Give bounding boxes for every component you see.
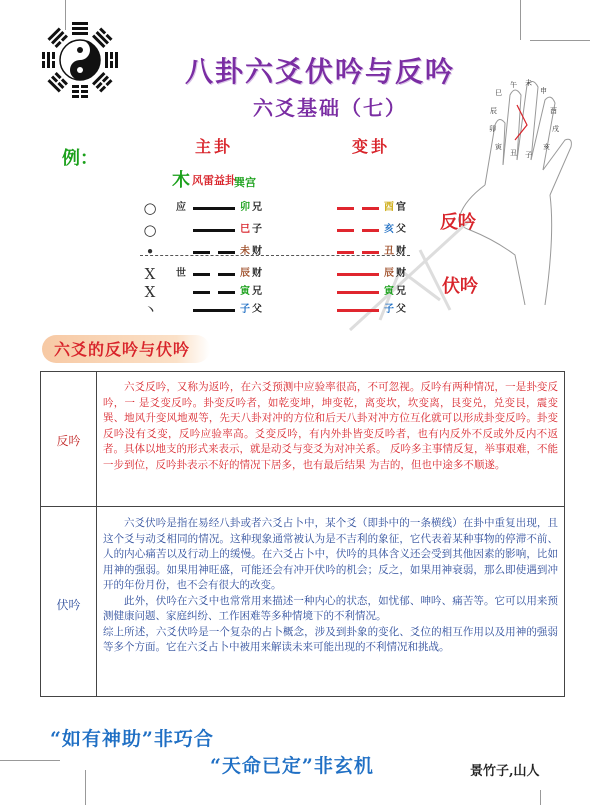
changed-relation: 父 (396, 224, 406, 235)
main-yao-line (193, 229, 235, 232)
row-label-fanyin: 反吟 (56, 434, 81, 448)
svg-text:卯: 卯 (489, 125, 496, 133)
svg-text:丑: 丑 (510, 149, 517, 157)
changed-yao-line (337, 309, 379, 312)
change-marker: 丶 (143, 301, 159, 319)
page-title: 八卦六爻伏吟与反吟 (184, 55, 455, 88)
changed-relation: 父 (396, 304, 406, 315)
main-branch: 辰 (240, 268, 250, 279)
svg-text:辰: 辰 (490, 107, 497, 115)
changed-relation: 兄 (396, 286, 406, 297)
changed-branch: 辰 (384, 268, 394, 279)
svg-text:寅: 寅 (495, 143, 502, 151)
changed-branch: 寅 (384, 286, 394, 297)
changed-yao-line (362, 251, 379, 254)
yao-line-row (0, 197, 600, 219)
gua-name: 风雷益卦 (192, 174, 236, 187)
yao-line-row (0, 299, 600, 321)
main-yao-line (193, 251, 210, 254)
changed-branch: 亥 (384, 224, 394, 235)
svg-text:申: 申 (540, 87, 547, 95)
change-marker: ○ (143, 221, 157, 239)
main-relation: 子 (252, 224, 262, 235)
svg-text:巳: 巳 (495, 89, 502, 97)
main-relation: 兄 (252, 202, 262, 213)
fuyin-text (103, 516, 558, 656)
main-branch: 寅 (240, 286, 250, 297)
yao-line-row (0, 241, 600, 263)
main-relation: 父 (252, 304, 262, 315)
changed-yao-line (337, 273, 379, 276)
fuyin-paragraph: 六爻伏吟是指在易经八卦或者六爻占卜中，某个爻（即卦中的一条横线）在卦中重复出现，且这个爻与动爻相同的情况。这种现象通常被认为是不吉利的象征，它代表着某种事物的停滞不前、人的内心痛苦以及行动上的缓慢。在六爻占卜中，伏吟的具体含义还会受到其他因素的影响，比如用神的强弱。如果用神旺盛，可能还会有冲开伏吟的机会；反之，如果用神衰弱，那么即使遇到冲开的年份月份，也不会有很大的改变。 (103, 517, 558, 591)
svg-text:亥: 亥 (543, 143, 550, 151)
main-yao-line (193, 273, 210, 276)
changed-yao-line (337, 207, 354, 210)
table-divider (41, 506, 564, 507)
changed-relation: 官 (396, 202, 406, 213)
row-label-fuyin: 伏吟 (56, 598, 81, 612)
page-subtitle: 六爻基础（七） (253, 96, 407, 120)
main-branch: 子 (240, 304, 250, 315)
change-marker: X (144, 283, 156, 301)
changed-relation: 财 (396, 268, 406, 279)
fanyin-label: 反吟 (440, 212, 476, 233)
main-yao-line (218, 251, 235, 254)
shiying-label: 世 (176, 268, 186, 279)
section-title: 六爻的反吟与伏吟 (54, 340, 191, 359)
yao-line-row (0, 219, 600, 241)
main-yao-line (193, 309, 235, 312)
changed-yao-line (362, 207, 379, 210)
main-yao-line (193, 207, 235, 210)
crop-mark (520, 0, 521, 40)
main-branch: 未 (240, 246, 250, 257)
changed-gua-heading: 变卦 (352, 137, 391, 156)
change-marker: • (145, 243, 155, 261)
changed-branch: 子 (384, 304, 394, 315)
fuyin-paragraph: 综上所述，六爻伏吟是一个复杂的占卜概念，涉及到卦象的变化、爻位的相互作用以及用神的强弱等多个方面。它在六爻占卜中被用来解读未来可能出现的不利情况和挑战。 (103, 625, 558, 653)
changed-yao-line (362, 229, 379, 232)
main-branch: 卯 (240, 202, 250, 213)
changed-yao-line (337, 251, 354, 254)
table-divider (96, 372, 97, 696)
fuyin-paragraph: 此外，伏吟在六爻中也常常用来描述一种内心的状态，如忧郁、呻吟、痛苦等。它可以用来预测健康问题、家庭纠纷、工作困难等多种情境下的不利情况。 (103, 594, 558, 622)
changed-yao-line (337, 291, 379, 294)
main-yao-line (193, 291, 210, 294)
element-label: 木 (172, 170, 190, 191)
svg-text:未: 未 (525, 79, 532, 87)
changed-relation: 财 (396, 246, 406, 257)
svg-text:午: 午 (510, 81, 517, 89)
main-yao-line (218, 291, 235, 294)
main-relation: 财 (252, 268, 262, 279)
fanyin-text: 六爻反吟，又称为返吟，在六爻预测中应验率很高，不可忽视。反吟有两种情况，一是卦变反吟，一 是爻变反吟。卦变反吟者，如乾变坤，坤变乾，离变坎，坎变离，艮变兑，兑变艮，震变巽、地风升变风地观等，先天八卦对冲的方位和后天八卦对冲方位互化就可以形成卦变反吟。卦变反吟没有爻变，反吟应验率高。爻变反吟，有内外卦皆变反吟者，也有内反外不反或外反内不返者。具体以地支的形式来表示，就是动爻与变爻为对冲关系。 反吟多主事情反复，举事艰难，不能一步到位，反吟卦表示不好的情况下居多，也有最后结果 为吉的，但也中途多不顺遂。 (103, 381, 558, 471)
divider (140, 255, 410, 256)
slogan: “天命已定”非玄机 (210, 755, 374, 777)
main-relation: 财 (252, 246, 262, 257)
main-branch: 巳 (240, 224, 250, 235)
svg-text:戌: 戌 (552, 125, 559, 133)
change-marker: X (144, 265, 156, 283)
crop-mark (0, 760, 60, 761)
fuyin-label: 伏吟 (442, 276, 478, 297)
shiying-label: 应 (176, 202, 186, 213)
change-marker: ○ (143, 199, 157, 217)
main-yao-line (218, 273, 235, 276)
changed-branch: 丑 (384, 246, 394, 257)
main-gua-heading: 主卦 (195, 137, 234, 156)
svg-text:酉: 酉 (550, 107, 557, 115)
slogan: “如有神助”非巧合 (50, 728, 214, 750)
main-relation: 兄 (252, 286, 262, 297)
author: 景竹子,山人 (470, 764, 540, 779)
svg-text:子: 子 (525, 151, 532, 159)
changed-yao-line (337, 229, 354, 232)
bagua-taiji-icon (40, 20, 120, 100)
crop-mark (530, 40, 590, 41)
explanation-table (40, 371, 565, 697)
example-label: 例： (62, 148, 98, 169)
crop-mark (540, 790, 541, 805)
changed-branch: 酉 (384, 202, 394, 213)
crop-mark (85, 770, 86, 805)
palace-name: 巽宫 (234, 176, 256, 189)
